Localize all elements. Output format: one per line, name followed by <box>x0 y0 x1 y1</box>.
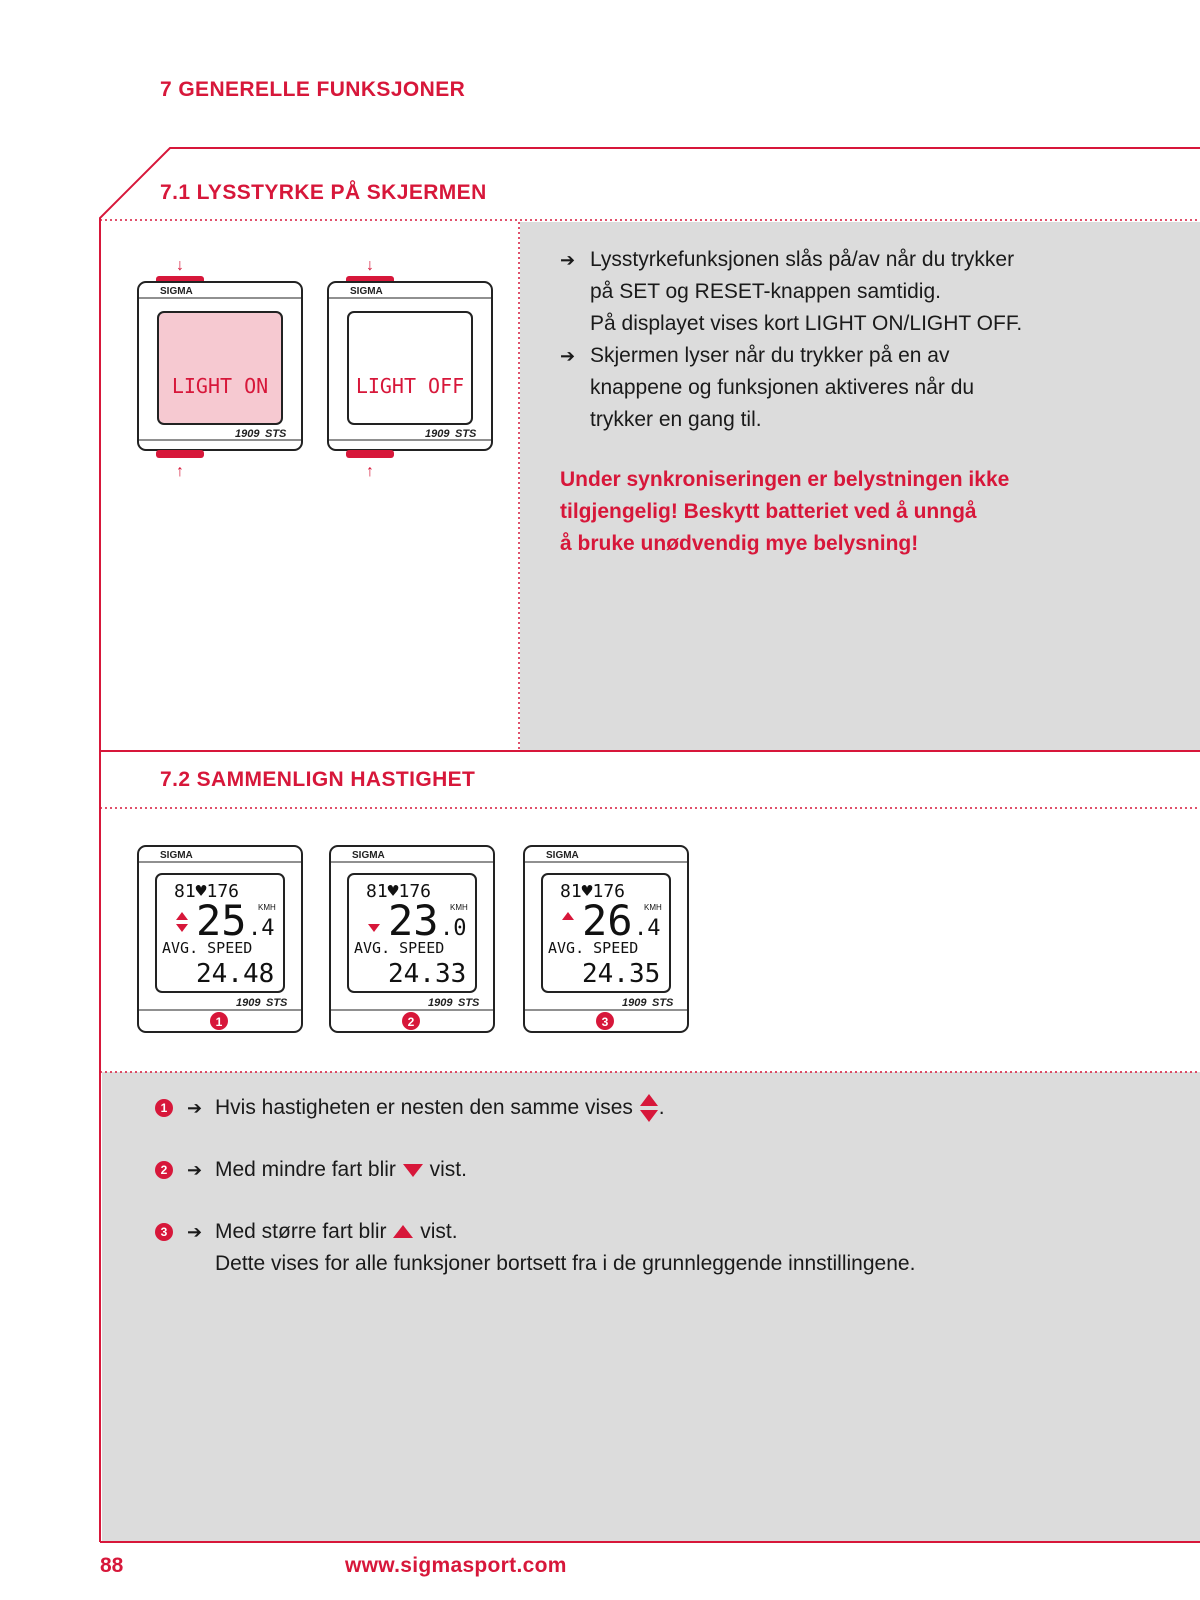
avg-speed-label: AVG. SPEED <box>354 939 445 957</box>
down-triangle-icon <box>402 1162 424 1178</box>
svg-text:KMH: KMH <box>450 903 468 912</box>
svg-text:KMH: KMH <box>644 903 662 912</box>
chapter-title: 7 GENERELLE FUNKSJONER <box>160 78 466 101</box>
step-number: 3 <box>601 1015 609 1029</box>
svg-text:SIGMA: SIGMA <box>160 850 193 861</box>
avg-speed-value: 24.48 <box>196 959 275 989</box>
svg-text:1909: 1909 <box>428 997 453 1009</box>
arrow-down-icon: ↓ <box>176 257 184 274</box>
svg-text:SIGMA: SIGMA <box>352 850 385 861</box>
arrow-right-icon: ➔ <box>560 250 576 270</box>
avg-speed-value: 24.33 <box>388 959 467 989</box>
arrow-right-icon: ➔ <box>187 1160 203 1180</box>
svg-text:KMH: KMH <box>258 903 276 912</box>
speed-readout: 23 <box>388 896 439 945</box>
step-number: 2 <box>407 1015 415 1029</box>
step-number-badge: 2 <box>155 1161 173 1179</box>
brand-label: SIGMA <box>160 286 193 297</box>
arrow-right-icon: ➔ <box>187 1222 203 1242</box>
device-illustration <box>322 840 502 1040</box>
speed-readout: 26 <box>582 896 633 945</box>
page-number: 88 <box>100 1554 124 1577</box>
pulse-readout: 81♥176 <box>174 881 240 902</box>
brand-label: SIGMA <box>350 286 383 297</box>
arrow-right-icon: ➔ <box>187 1098 203 1118</box>
svg-text:1909: 1909 <box>622 997 647 1009</box>
avg-speed-value: 24.35 <box>582 959 661 989</box>
device-illustration <box>320 252 500 482</box>
instruction-list <box>560 244 1180 436</box>
model-label: 1909 <box>425 428 450 440</box>
model-label: 1909 <box>235 428 260 440</box>
display-text: LIGHT OFF <box>355 374 465 398</box>
device-illustration <box>130 840 310 1040</box>
svg-text:.4: .4 <box>634 916 661 941</box>
up-triangle-icon <box>392 1224 414 1240</box>
pulse-readout: 81♥176 <box>366 881 432 902</box>
speed-readout: 25 <box>196 896 247 945</box>
warning-text: Under synkroniseringen er belystningen ikke tilgjengelig! Beskytt batteriet ved å unngå å bruke unødvendig mye belysning! <box>560 468 1010 555</box>
svg-text:STS: STS <box>458 997 480 1009</box>
device-illustration <box>130 252 310 482</box>
step-number-badge: 1 <box>155 1099 173 1117</box>
up-down-triangle-icon <box>639 1093 659 1123</box>
pulse-readout: 81♥176 <box>560 881 626 902</box>
avg-speed-label: AVG. SPEED <box>548 939 639 957</box>
device-illustration <box>516 840 696 1040</box>
avg-speed-label: AVG. SPEED <box>162 939 253 957</box>
step-number-badge: 3 <box>155 1223 173 1241</box>
arrow-down-icon: ↓ <box>366 257 374 274</box>
section-title: 7.2 SAMMENLIGN HASTIGHET <box>160 768 476 791</box>
list-item: ➔ Lysstyrkefunksjonen slås på/av når du trykker på SET og RESET-knappen samtidig. På displayet vises kort LIGHT ON/LIGHT OFF. <box>560 244 1180 340</box>
display-text: LIGHT ON <box>171 374 269 398</box>
svg-text:STS: STS <box>266 997 288 1009</box>
svg-text:1909: 1909 <box>236 997 261 1009</box>
step-number: 1 <box>215 1015 223 1029</box>
arrow-up-icon: ↑ <box>366 463 374 480</box>
svg-text:.0: .0 <box>440 916 467 941</box>
svg-text:STS: STS <box>265 428 287 440</box>
footer-url: www.sigmasport.com <box>345 1554 567 1577</box>
svg-text:STS: STS <box>652 997 674 1009</box>
svg-text:STS: STS <box>455 428 477 440</box>
arrow-right-icon: ➔ <box>560 346 576 366</box>
arrow-up-icon: ↑ <box>176 463 184 480</box>
section-title: 7.1 LYSSTYRKE PÅ SKJERMEN <box>160 181 487 204</box>
svg-text:.4: .4 <box>248 916 275 941</box>
svg-text:SIGMA: SIGMA <box>546 850 579 861</box>
list-item: ➔ Skjermen lyser når du trykker på en av knappene og funksjonen aktiveres når du trykker en gang til. <box>560 340 1180 436</box>
